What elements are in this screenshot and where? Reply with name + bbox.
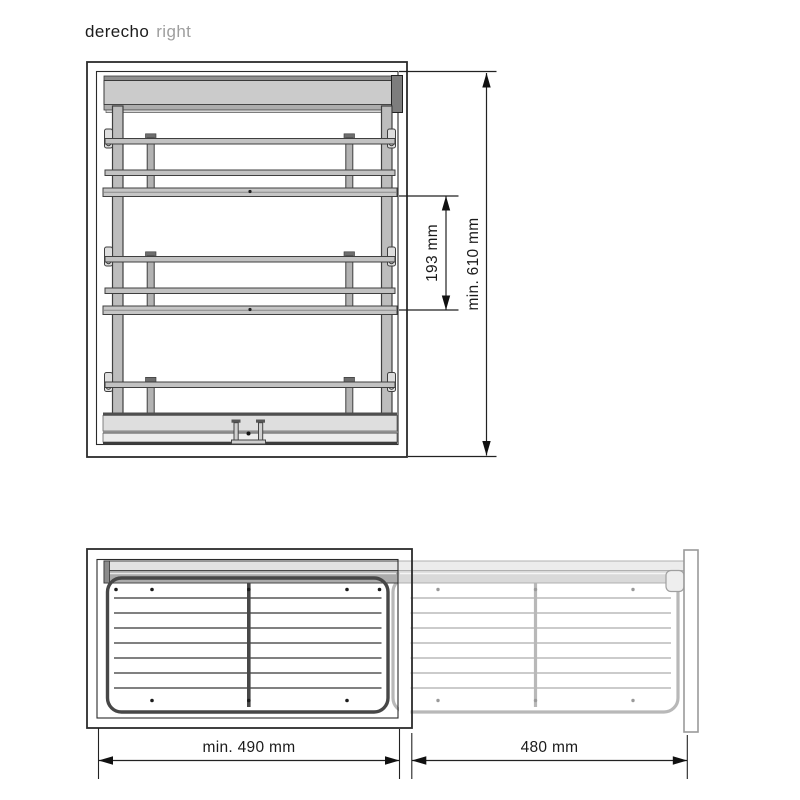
- rail-body: [104, 81, 396, 105]
- rail-top-strip: [104, 76, 396, 81]
- base-band-upper: [103, 416, 397, 432]
- rod-middle: [105, 170, 395, 176]
- screw-dot: [248, 308, 251, 311]
- upright-left: [147, 138, 154, 196]
- rail-ghost-top: [398, 561, 684, 571]
- arrowhead-up-icon: [482, 73, 490, 88]
- handle-dot: [247, 432, 251, 436]
- title-secondary: right: [156, 22, 192, 41]
- handle-post-right: [259, 423, 263, 441]
- dimension-shelf-spacing: [399, 196, 459, 310]
- dimension-label-min-height: min. 610 mm: [465, 217, 482, 311]
- rail-ghost-body: [398, 571, 684, 584]
- rail-end-bracket: [666, 571, 684, 592]
- front-view: [87, 62, 497, 457]
- dimension-label-shelf-spacing: 193 mm: [424, 224, 441, 282]
- base-rail: [103, 413, 397, 445]
- arrowhead-down-icon: [482, 441, 490, 456]
- arrowhead-right-icon: [385, 756, 400, 764]
- upright-left: [147, 256, 154, 314]
- dimension-label-min-depth: min. 490 mm: [202, 739, 296, 756]
- plan-view: [87, 549, 698, 779]
- rail-fixed-top: [104, 561, 398, 571]
- upright-cap-left: [146, 377, 157, 382]
- arrowhead-up-icon: [442, 196, 450, 211]
- dimension-label-extension: 480 mm: [520, 739, 579, 756]
- extended-tray-ghost: [393, 578, 678, 712]
- drawing-title: [85, 22, 191, 42]
- rail-end-cap: [392, 76, 403, 113]
- rod-middle: [105, 288, 395, 294]
- arrowhead-left-icon: [412, 756, 427, 764]
- rail-left-cap: [104, 561, 110, 583]
- front-rail-extended: [684, 550, 698, 732]
- rod-upper: [105, 382, 395, 388]
- top-rail: [104, 76, 403, 113]
- title-primary: derecho: [85, 22, 150, 41]
- upright-right: [346, 138, 353, 196]
- base-top-edge: [103, 413, 397, 416]
- arrowhead-left-icon: [99, 756, 114, 764]
- rod-upper: [105, 257, 395, 263]
- wall-band-cover: [399, 584, 411, 727]
- handle-plate: [232, 440, 266, 444]
- arrowhead-down-icon: [442, 296, 450, 311]
- dimension-min-height: [399, 72, 497, 457]
- dimension-extension: [412, 733, 688, 779]
- upright-cap-right: [344, 377, 355, 382]
- upright-right: [346, 256, 353, 314]
- handle-post-left: [234, 423, 238, 441]
- tray-plan: [108, 578, 389, 712]
- arrowhead-right-icon: [673, 756, 688, 764]
- screw-dot: [248, 190, 251, 193]
- rail-lip: [104, 105, 396, 111]
- dimension-min-depth: [99, 728, 400, 779]
- rail-lower-trim: [106, 110, 394, 113]
- rod-upper: [105, 139, 395, 145]
